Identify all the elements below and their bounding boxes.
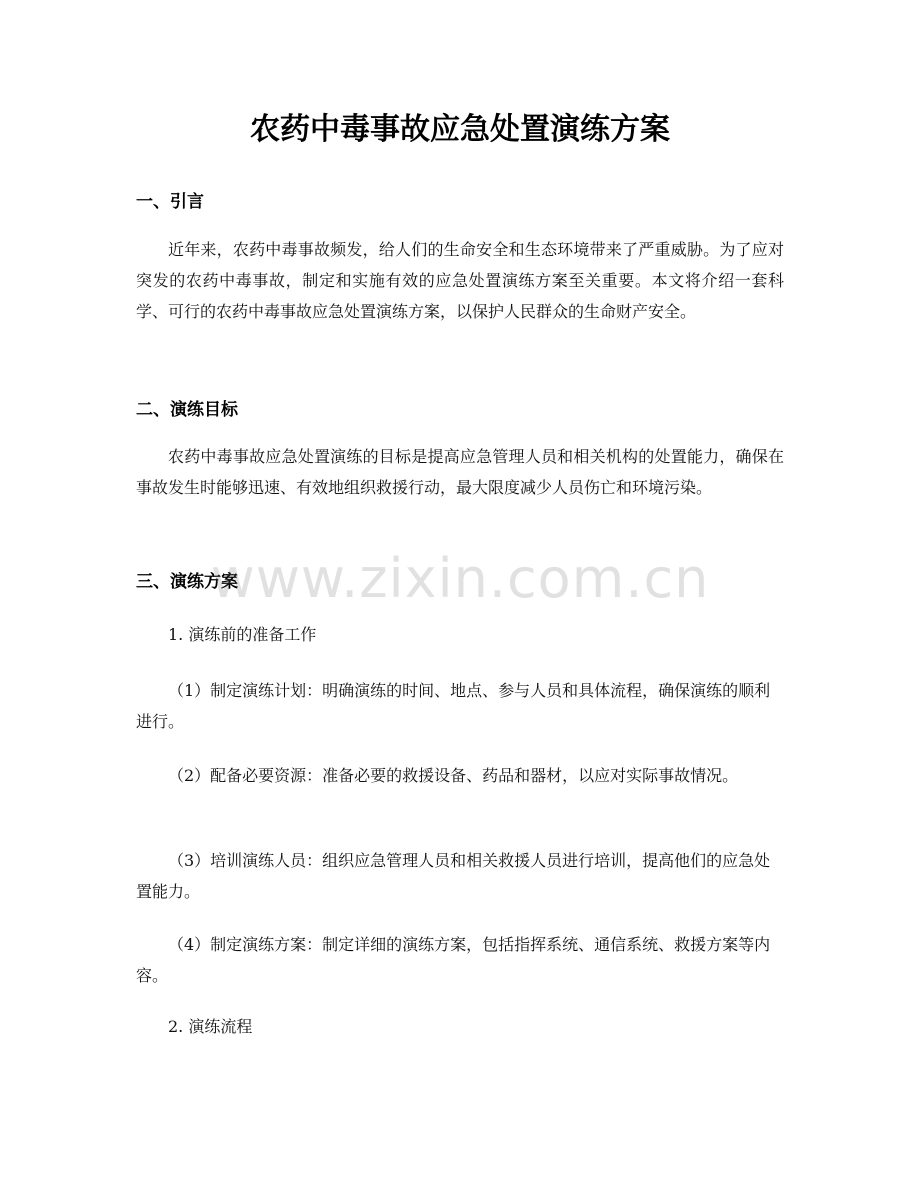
subheading-preparation: 1. 演练前的准备工作 — [168, 625, 317, 644]
list-item: （1）制定演练计划：明确演练的时间、地点、参与人员和具体流程，确保演练的顺利进行。 — [136, 681, 771, 731]
watermark: www.zixin.com.cn — [210, 547, 710, 610]
section-heading-drill-goals: 二、演练目标 — [136, 400, 238, 420]
list-item: （3）培训演练人员：组织应急管理人员和相关救援人员进行培训，提高他们的应急处置能力。 — [136, 851, 771, 901]
drill-goals-paragraph: 农药中毒事故应急处置演练的目标是提高应急管理人员和相关机构的处置能力，确保在事故发生时能够迅速、有效地组织救援行动，最大限度减少人员伤亡和环境污染。 — [136, 447, 784, 497]
subheading-drill-process: 2. 演练流程 — [168, 1017, 253, 1036]
document-title: 农药中毒事故应急处置演练方案 — [250, 112, 670, 147]
section-heading-drill-plan: 三、演练方案 — [136, 572, 238, 592]
list-item: （4）制定演练方案：制定详细的演练方案，包括指挥系统、通信系统、救援方案等内容。 — [136, 935, 771, 985]
introduction-paragraph: 近年来，农药中毒事故频发，给人们的生命安全和生态环境带来了严重威胁。为了应对突发的农药中毒事故，制定和实施有效的应急处置演练方案至关重要。本文将介绍一套科学、可行的农药中毒事故应急处置演练方案，以保护人民群众的生命财产安全。 — [136, 240, 784, 321]
list-item: （2）配备必要资源：准备必要的救援设备、药品和器材，以应对实际事故情况。 — [168, 766, 739, 785]
section-heading-introduction: 一、引言 — [136, 192, 204, 212]
